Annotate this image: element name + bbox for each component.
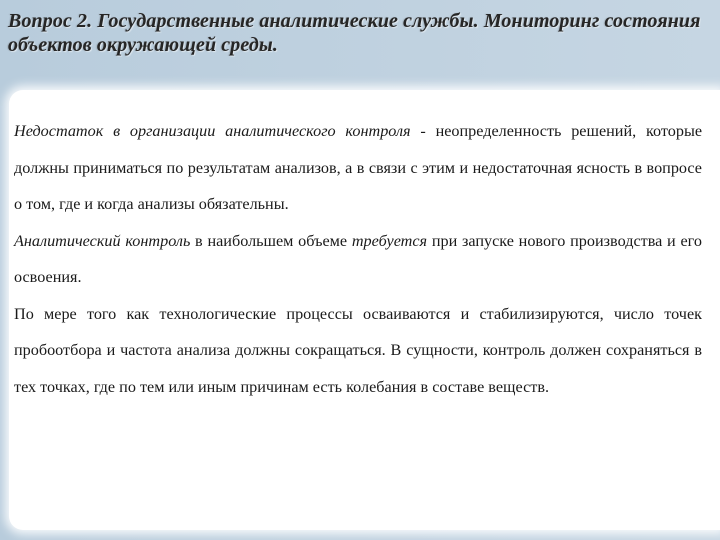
paragraph-2-italic-word: требуется — [351, 231, 428, 250]
paragraph-3: По мере того как технологические процессы осваиваются и стабилизируются, число точек пробоотбора и частота анализа должны сокращаться. В сущности, контроль должен сохраняться в тех точках, где по тем или иным причинам есть колебания в составе веществ. — [14, 304, 702, 396]
paragraph-2-italic-lead: Аналитический контроль — [14, 231, 191, 250]
slide-title: Вопрос 2. Государственные аналитические службы. Мониторинг состояния объектов окружающей среды. — [8, 10, 701, 56]
paragraph-1-rest: - неопределенность решений, которые должны приниматься по результатам анализов, а в связи с этим и недостаточная ясность в вопросе о том, где и когда анализы обязательны. — [14, 122, 703, 213]
body-text — [14, 113, 702, 405]
paragraph-2-rest: при запуске нового производства и его освоения. — [14, 231, 702, 286]
paragraph-1-italic-lead: Недостаток в организации аналитического контроля — [14, 122, 411, 140]
paragraph-2-middle: в наибольшем объеме — [190, 231, 352, 250]
paragraph-1 — [14, 113, 702, 223]
paragraph-2 — [14, 223, 702, 296]
